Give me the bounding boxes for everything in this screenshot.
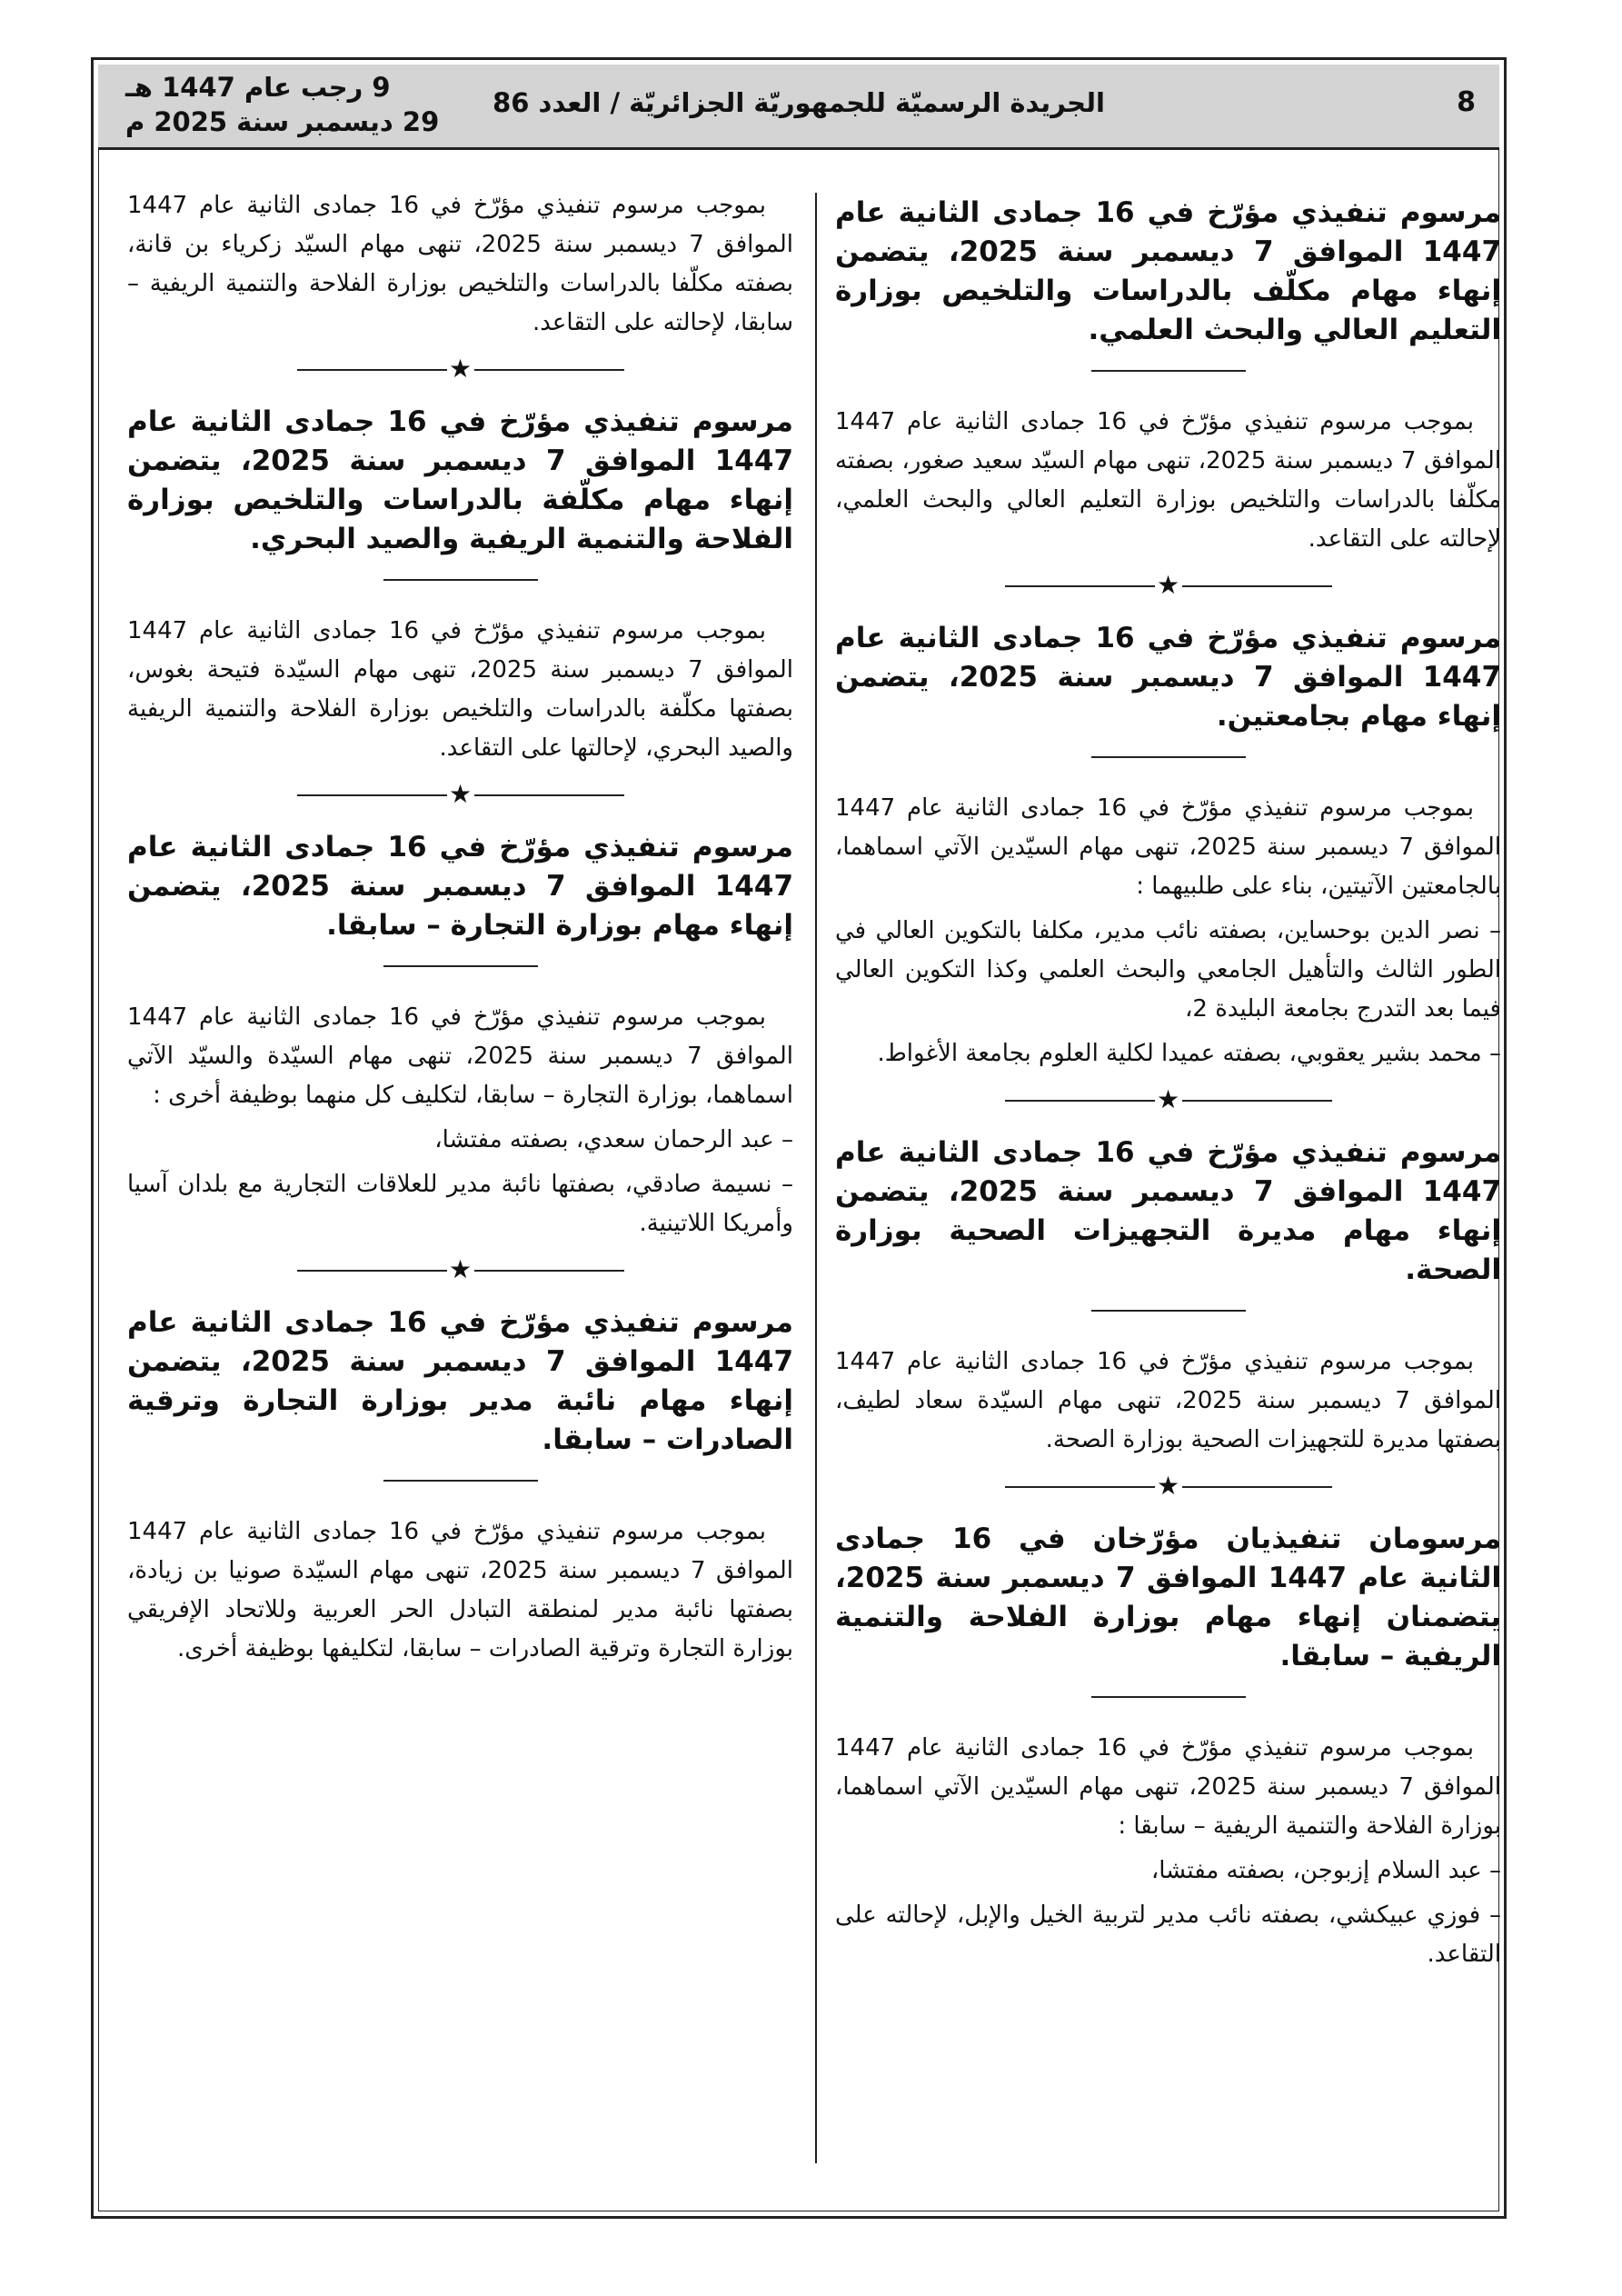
star-separator: [1005, 1471, 1332, 1503]
decree-title: مرسوم تنفيذي مؤرّخ في 16 جمادى الثانية عام 1447 الموافق 7 ديسمبر سنة 2025، يتضمن إنهاء مهام بجامعتين.: [835, 622, 1502, 733]
star-separator: [297, 779, 624, 812]
title-separator: [383, 579, 538, 581]
title-separator: [383, 1480, 538, 1482]
star-icon: ★: [448, 354, 473, 384]
star-icon: ★: [1156, 570, 1180, 600]
date-gregorian: 29 ديسمبر سنة 2025 م: [125, 106, 440, 137]
title-separator: [1091, 1310, 1246, 1312]
decree-list-item: – محمد بشير يعقوبي، بصفته عميدا لكلية العلوم بجامعة الأغواط.: [877, 1040, 1501, 1067]
star-icon: ★: [1156, 1471, 1180, 1501]
column-divider: [815, 193, 817, 2163]
star-separator: [297, 1254, 624, 1287]
star-icon: ★: [448, 779, 473, 809]
decree-list-item: – فوزي عبيكشي، بصفته نائب مدير لتربية الخيل والإبل، لإحالته على التقاعد.: [835, 1902, 1501, 1968]
star-separator: [1005, 1084, 1332, 1117]
decree: [835, 194, 1501, 559]
title-separator: [1091, 756, 1246, 758]
decree-list-item: – نصر الدين بوحساين، بصفته نائب مدير، مكلفا بالتكوين العالي في الطور الثالث والتأهيل الجامعي والبحث العلمي وكذا التكوين العالي فيما بعد التدرج بجامعة البليدة 2،: [835, 917, 1501, 1023]
star-separator: [1005, 570, 1332, 603]
star-icon: ★: [448, 1254, 473, 1284]
decree-list-item: – عبد الرحمان سعدي، بصفته مفتشا،: [434, 1126, 793, 1153]
gazette-title: الجريدة الرسميّة للجمهوريّة الجزائريّة / العدد 86: [493, 87, 1105, 118]
left-column: [127, 186, 793, 1669]
decree: [835, 1520, 1501, 1974]
decree-body-continued: بموجب مرسوم تنفيذي مؤرّخ في 16 جمادى الثانية عام 1447 الموافق 7 ديسمبر سنة 2025، تنهى مهام السيّد زكرياء بن قانة، بصفته مكلّفا بالدراسات والتلخيص بوزارة الفلاحة والتنمية الريفية – سابقا، لإحالته على التقاعد.: [127, 192, 793, 336]
decree-body: بموجب مرسوم تنفيذي مؤرّخ في 16 جمادى الثانية عام 1447 الموافق 7 ديسمبر سنة 2025، تنهى مهام السيّدة صونيا بن زيادة، بصفتها نائبة مدير لمنطقة التبادل الحر العربية وللاتحاد الإفريقي بوزارة التجارة وترقية الصادرات – سابقا، لتكليفها بوظيفة أخرى.: [127, 1518, 793, 1662]
decree-list-item: – عبد السلام إزبوجن، بصفته مفتشا،: [1150, 1857, 1501, 1884]
decree-title: مرسوم تنفيذي مؤرّخ في 16 جمادى الثانية عام 1447 الموافق 7 ديسمبر سنة 2025، يتضمن إنهاء مهام نائبة مدير بوزارة التجارة وترقية الصادرات – سابقا.: [127, 1306, 794, 1456]
decree-title: مرسوم تنفيذي مؤرّخ في 16 جمادى الثانية عام 1447 الموافق 7 ديسمبر سنة 2025، يتضمن إنهاء مهام بوزارة التجارة – سابقا.: [127, 831, 794, 942]
page-number: 8: [1457, 86, 1476, 118]
decree-body: بموجب مرسوم تنفيذي مؤرّخ في 16 جمادى الثانية عام 1447 الموافق 7 ديسمبر سنة 2025، تنهى مهام السيّدة فتيحة بغوس، بصفتها مكلّفة بالدراسات والتلخيص بوزارة الفلاحة والتنمية الريفية والصيد البحري، لإحالتها على التقاعد.: [127, 617, 793, 762]
decree: [127, 1303, 793, 1669]
star-icon: ★: [1156, 1084, 1180, 1114]
decree-title: مرسوم تنفيذي مؤرّخ في 16 جمادى الثانية عام 1447 الموافق 7 ديسمبر سنة 2025، يتضمن إنهاء مهام مكلّف بالدراسات والتلخيص بوزارة التعليم العالي والبحث العلمي.: [835, 196, 1502, 346]
decree: [127, 403, 793, 768]
decree-body: بموجب مرسوم تنفيذي مؤرّخ في 16 جمادى الثانية عام 1447 الموافق 7 ديسمبر سنة 2025، تنهى مهام السيّدين الآتي اسماهما، بالجامعتين الآتيتين، بناء على طلبيهما :: [835, 794, 1501, 900]
right-column: [835, 186, 1501, 1974]
date-hijri: 9 رجب عام 1447 هـ: [125, 72, 391, 103]
decree-title: مرسوم تنفيذي مؤرّخ في 16 جمادى الثانية عام 1447 الموافق 7 ديسمبر سنة 2025، يتضمن إنهاء مهام مكلّفة بالدراسات والتلخيص بوزارة الفلاحة والتنمية الريفية والصيد البحري.: [127, 405, 794, 555]
decree: [127, 828, 793, 1243]
decree-body: بموجب مرسوم تنفيذي مؤرّخ في 16 جمادى الثانية عام 1447 الموافق 7 ديسمبر سنة 2025، تنهى مهام السيّدة والسيّد الآتي اسماهما، بوزارة التجارة – سابقا، لتكليف كل منهما بوظيفة أخرى :: [127, 1003, 793, 1109]
decree: [835, 619, 1501, 1073]
decree-body: بموجب مرسوم تنفيذي مؤرّخ في 16 جمادى الثانية عام 1447 الموافق 7 ديسمبر سنة 2025، تنهى مهام السيّدة سعاد لطيف، بصفتها مديرة للتجهيزات الصحية بوزارة الصحة.: [835, 1348, 1501, 1453]
decree-title: مرسومان تنفيذيان مؤرّخان في 16 جمادى الثانية عام 1447 الموافق 7 ديسمبر سنة 2025، يتضمنان إنهاء مهام بوزارة الفلاحة والتنمية الريفية – سابقا.: [835, 1522, 1502, 1672]
decree-list-item: – نسيمة صادقي، بصفتها نائبة مدير للعلاقات التجارية مع بلدان آسيا وأمريكا اللاتينية.: [127, 1171, 793, 1237]
decree-body: بموجب مرسوم تنفيذي مؤرّخ في 16 جمادى الثانية عام 1447 الموافق 7 ديسمبر سنة 2025، تنهى مهام السيّدين الآتي اسماهما، بوزارة الفلاحة والتنمية الريفية – سابقا :: [835, 1734, 1501, 1840]
title-separator: [1091, 370, 1246, 372]
title-separator: [383, 965, 538, 967]
page-header: [98, 65, 1499, 150]
star-separator: [297, 354, 624, 386]
decree-body: بموجب مرسوم تنفيذي مؤرّخ في 16 جمادى الثانية عام 1447 الموافق 7 ديسمبر سنة 2025، تنهى مهام السيّد سعيد صغور، بصفته مكلّفا بالدراسات والتلخيص بوزارة التعليم العالي والبحث العلمي، لإحالته على التقاعد.: [835, 408, 1501, 553]
decree: [835, 1133, 1501, 1460]
title-separator: [1091, 1696, 1246, 1698]
decree-title: مرسوم تنفيذي مؤرّخ في 16 جمادى الثانية عام 1447 الموافق 7 ديسمبر سنة 2025، يتضمن إنهاء مهام مديرة التجهيزات الصحية بوزارة الصحة.: [835, 1136, 1502, 1286]
